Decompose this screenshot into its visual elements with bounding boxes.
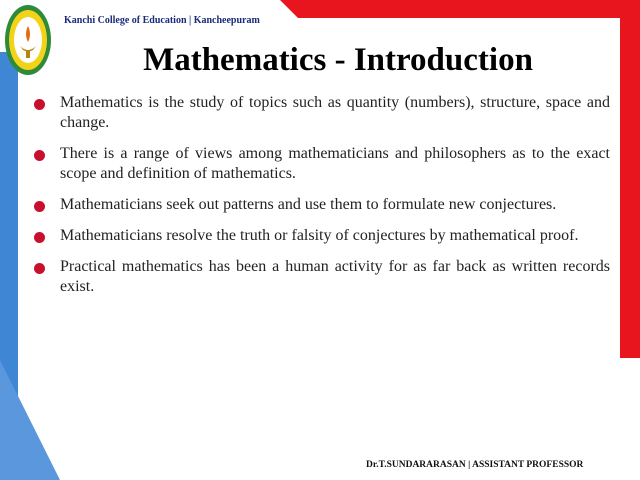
bullet-dot-icon bbox=[34, 201, 45, 212]
bullet-item bbox=[34, 93, 610, 133]
bullet-dot-icon bbox=[34, 232, 45, 243]
bullet-text: Practical mathematics has been a human activity for as far back as written records exist. bbox=[60, 258, 610, 295]
blue-wedge bbox=[0, 360, 60, 480]
college-name: Kanchi College of Education | Kancheepuram bbox=[64, 15, 260, 26]
bullet-item bbox=[34, 195, 610, 215]
slide-title: Mathematics - Introduction bbox=[143, 42, 533, 78]
bullet-text: Mathematicians resolve the truth or falsity of conjectures by mathematical proof. bbox=[60, 227, 579, 244]
bullet-item bbox=[34, 144, 610, 184]
bullet-list bbox=[34, 93, 610, 308]
footer-author: Dr.T.SUNDARARASAN | ASSISTANT PROFESSOR bbox=[366, 460, 584, 470]
bullet-dot-icon bbox=[34, 150, 45, 161]
bullet-text: There is a range of views among mathematicians and philosophers as to the exact scope and definition of mathematics. bbox=[60, 145, 610, 182]
bullet-dot-icon bbox=[34, 99, 45, 110]
bullet-item bbox=[34, 226, 610, 246]
bullet-item bbox=[34, 257, 610, 297]
bullet-dot-icon bbox=[34, 263, 45, 274]
bullet-text: Mathematicians seek out patterns and use them to formulate new conjectures. bbox=[60, 196, 557, 213]
bullet-text: Mathematics is the study of topics such as quantity (numbers), structure, space and change. bbox=[60, 94, 610, 131]
